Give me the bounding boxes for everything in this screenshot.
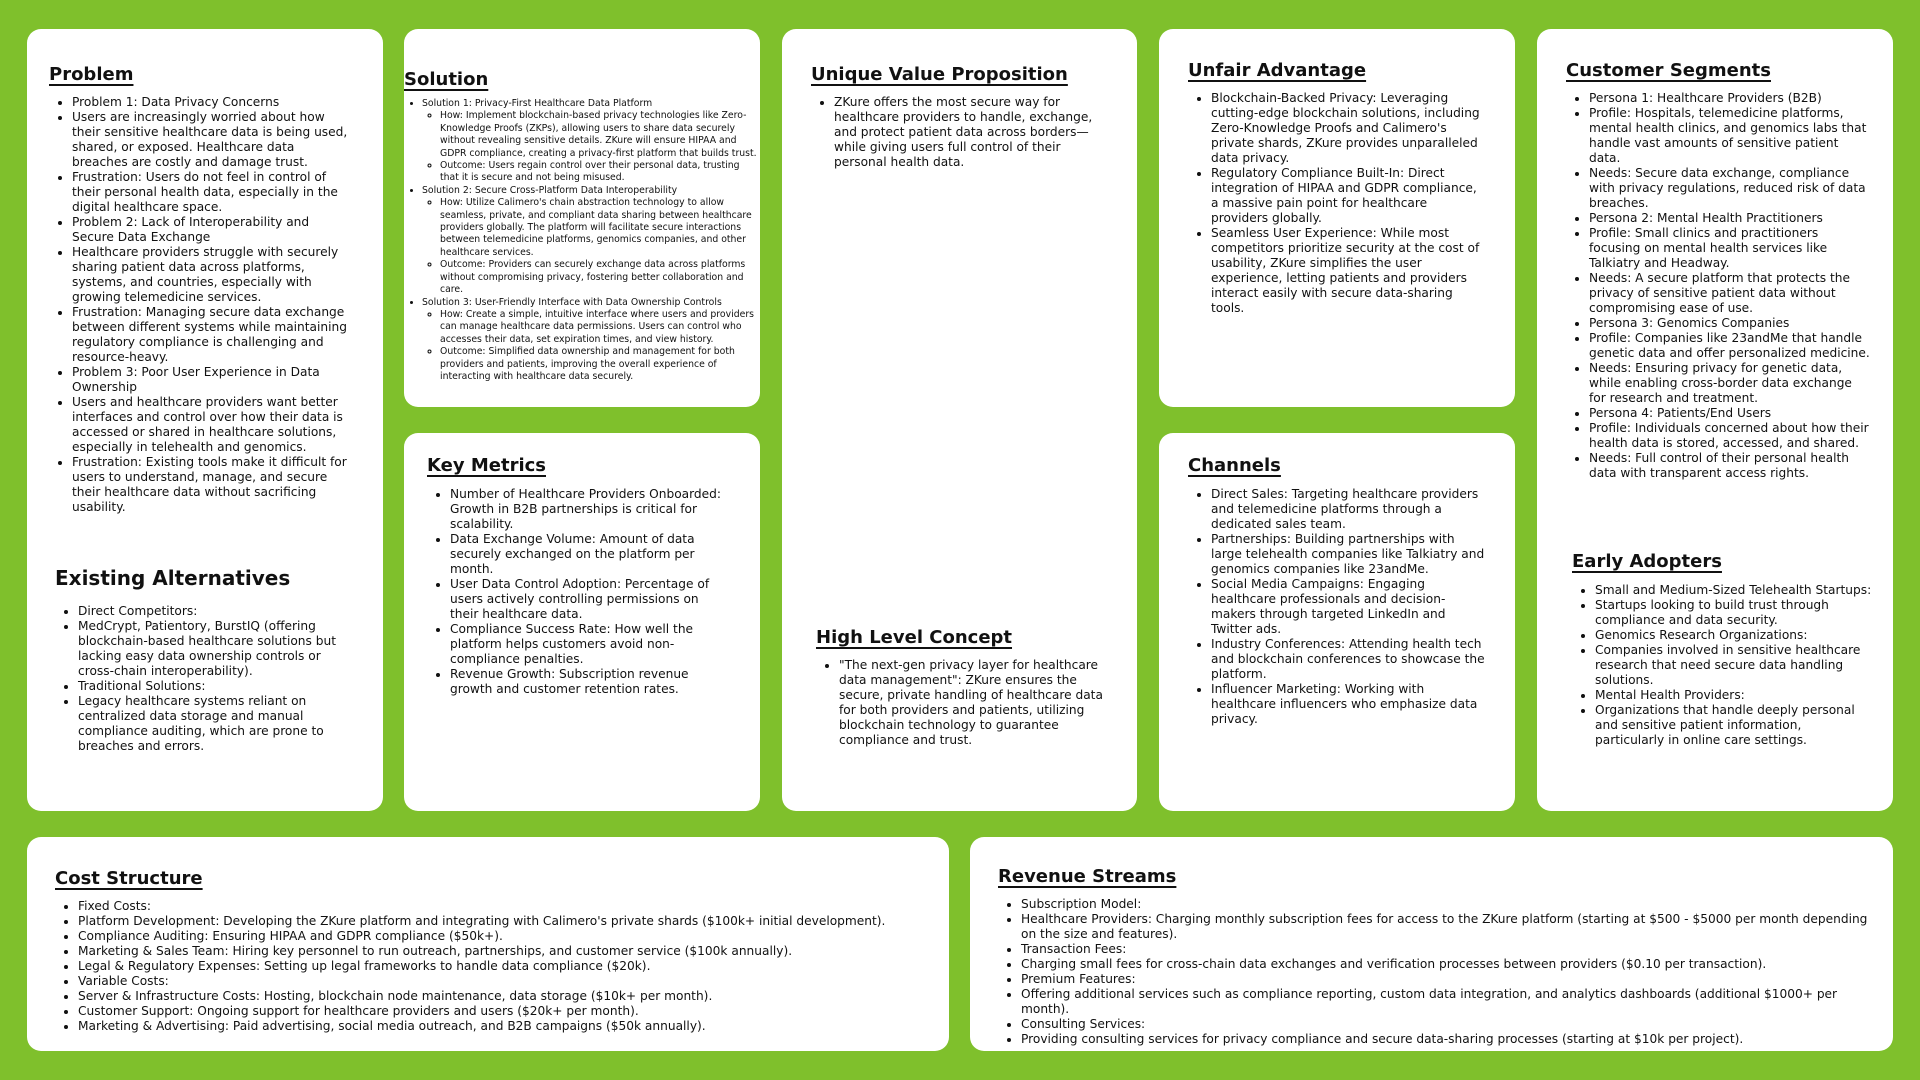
list-item: • User Data Control Adoption: Percentage of users actively controlling permissions on their healthcare data. — [450, 577, 727, 622]
list-item: • Revenue Growth: Subscription revenue growth and customer retention rates. — [450, 667, 727, 697]
list-item: • Profile: Companies like 23andMe that handle genetic data and offer personalized medicine. — [1589, 331, 1871, 361]
list-item: • Influencer Marketing: Working with healthcare influencers who emphasize data privacy. — [1211, 682, 1488, 727]
high-level-concept-list — [816, 658, 1106, 748]
section-solution — [404, 69, 760, 383]
section-problem — [49, 64, 349, 515]
list-item: • Seamless User Experience: While most competitors prioritize security at the cost of usability, ZKure simplifies the user experience, letting patients and providers interact easily with secure data-sharing tools. — [1211, 226, 1488, 316]
list-item: • Legacy healthcare systems reliant on centralized data storage and manual compliance auditing, which are prone to breaches and errors. — [78, 694, 345, 754]
list-item: • Problem 1: Data Privacy Concerns — [72, 95, 349, 110]
solution-title: Solution — [404, 69, 489, 90]
section-high-level-concept — [816, 627, 1106, 748]
list-item: • Traditional Solutions: — [78, 679, 345, 694]
list-item: • Blockchain-Backed Privacy: Leveraging cutting-edge blockchain solutions, including Zero-Knowledge Proofs and Calimero's private shards, ZKure provides unparalleled data privacy. — [1211, 91, 1488, 166]
list-item: • Frustration: Users do not feel in control of their personal health data, especially in the digital healthcare space. — [72, 170, 349, 215]
early-adopters-title: Early Adopters — [1572, 551, 1722, 572]
list-item: • Providing consulting services for privacy compliance and secure data-sharing processes (starting at $10k per project). — [1021, 1032, 1868, 1046]
solution-item — [422, 98, 760, 185]
list-item: • MedCrypt, Patientory, BurstIQ (offering blockchain-based healthcare solutions but lacking easy data ownership controls or cross-chain interoperability). — [78, 619, 345, 679]
customer-segments-title: Customer Segments — [1566, 60, 1771, 81]
solution-sub-item: ◦ Outcome: Simplified data ownership and management for both providers and patients, improving the overall experience of interacting with healthcare data securely. — [440, 346, 760, 383]
existing-alternatives-list — [55, 604, 345, 754]
early-adopters-list — [1572, 583, 1872, 748]
list-item: • Compliance Auditing: Ensuring HIPAA and GDPR compliance ($50k+). — [78, 929, 935, 944]
list-item: • Number of Healthcare Providers Onboarded: Growth in B2B partnerships is critical for scalability. — [450, 487, 727, 532]
list-item: • Organizations that handle deeply personal and sensitive patient information, particularly in online care settings. — [1595, 703, 1872, 748]
list-item: • "The next-gen privacy layer for healthcare data management": ZKure ensures the secure, private handling of healthcare data for both providers and patients, utilizing blockchain technology to guarantee compliance and trust. — [839, 658, 1106, 748]
list-item: • Marketing & Sales Team: Hiring key personnel to run outreach, partnerships, and customer service ($100k annually). — [78, 944, 935, 959]
list-item: • Partnerships: Building partnerships with large telehealth companies like Talkiatry and genomics companies like 23andMe. — [1211, 532, 1488, 577]
list-item: • Direct Sales: Targeting healthcare providers and telemedicine platforms through a dedicated sales team. — [1211, 487, 1488, 532]
list-item: • Persona 4: Patients/End Users — [1589, 406, 1871, 421]
section-key-metrics — [427, 455, 727, 697]
list-item: • Compliance Success Rate: How well the platform helps customers avoid non-compliance penalties. — [450, 622, 727, 667]
list-item: • Direct Competitors: — [78, 604, 345, 619]
list-item: • Customer Support: Ongoing support for healthcare providers and users ($20k+ per month). — [78, 1004, 935, 1019]
list-item: • Premium Features: — [1021, 972, 1868, 987]
list-item: • Needs: A secure platform that protects the privacy of sensitive patient data without compromising ease of use. — [1589, 271, 1871, 316]
list-item: • Users are increasingly worried about how their sensitive healthcare data is being used, shared, or exposed. Healthcare data breaches are costly and damage trust. — [72, 110, 349, 170]
list-item: • Problem 3: Poor User Experience in Data Ownership — [72, 365, 349, 395]
section-uvp — [811, 64, 1101, 170]
solution-list — [404, 98, 760, 383]
section-channels — [1188, 455, 1488, 727]
list-item: • ZKure offers the most secure way for healthcare providers to handle, exchange, and protect patient data across borders—while giving users full control of their personal health data. — [834, 95, 1101, 170]
section-early-adopters — [1572, 551, 1872, 748]
uvp-title: Unique Value Proposition — [811, 64, 1068, 85]
list-item: • Profile: Individuals concerned about how their health data is stored, accessed, and shared. — [1589, 421, 1871, 451]
revenue-streams-title: Revenue Streams — [998, 866, 1177, 887]
list-item: • Problem 2: Lack of Interoperability and Secure Data Exchange — [72, 215, 349, 245]
list-item: • Profile: Small clinics and practitioners focusing on mental health services like Talkiatry and Headway. — [1589, 226, 1871, 271]
list-item: • Platform Development: Developing the ZKure platform and integrating with Calimero's private shards ($100k+ initial development). — [78, 914, 935, 929]
list-item: • Frustration: Managing secure data exchange between different systems while maintaining regulatory compliance is challenging and resource-heavy. — [72, 305, 349, 365]
list-item: • Users and healthcare providers want better interfaces and control over how their data is accessed or shared in healthcare solutions, especially in telehealth and genomics. — [72, 395, 349, 455]
key-metrics-list — [427, 487, 727, 697]
list-item: • Server & Infrastructure Costs: Hosting, blockchain node maintenance, data storage ($10k+ per month). — [78, 989, 935, 1004]
list-item: • Frustration: Existing tools make it difficult for users to understand, manage, and secure their healthcare data without sacrificing usability. — [72, 455, 349, 515]
list-item: • Persona 1: Healthcare Providers (B2B) — [1589, 91, 1871, 106]
section-existing-alternatives — [55, 566, 345, 754]
list-item: • Subscription Model: — [1021, 897, 1868, 912]
list-item: • Startups looking to build trust through compliance and data security. — [1595, 598, 1872, 628]
solution-item — [422, 185, 760, 297]
solution-item — [422, 297, 760, 384]
solution-sub-item: ◦ How: Utilize Calimero's chain abstraction technology to allow seamless, private, and compliant data sharing between healthcare providers globally. The platform will facilitate secure interactions between telemedicine platforms, genomics companies, and other healthcare services. — [440, 197, 760, 259]
cost-structure-list — [55, 899, 935, 1034]
high-level-concept-title: High Level Concept — [816, 627, 1013, 648]
channels-title: Channels — [1188, 455, 1281, 476]
problem-title: Problem — [49, 64, 134, 85]
customer-segments-list — [1566, 91, 1871, 481]
list-item: • Healthcare providers struggle with securely sharing patient data across platforms, systems, and countries, especially with growing telemedicine services. — [72, 245, 349, 305]
cost-structure-title: Cost Structure — [55, 868, 203, 889]
solution-sub-item: ◦ Outcome: Providers can securely exchange data across platforms without compromising privacy, fostering better collaboration and care. — [440, 259, 760, 296]
section-cost-structure — [55, 868, 935, 1034]
list-item: • Needs: Secure data exchange, compliance with privacy regulations, reduced risk of data breaches. — [1589, 166, 1871, 211]
list-item: • Healthcare Providers: Charging monthly subscription fees for access to the ZKure platform (starting at $500 - $5000 per month depending on the size and features). — [1021, 912, 1868, 942]
list-item: • Needs: Ensuring privacy for genetic data, while enabling cross-border data exchange for research and treatment. — [1589, 361, 1871, 406]
solution-item-label: Solution 1: Privacy-First Healthcare Data Platform — [422, 98, 653, 109]
list-item: • Persona 2: Mental Health Practitioners — [1589, 211, 1871, 226]
solution-item-label: Solution 2: Secure Cross-Platform Data Interoperability — [422, 184, 678, 196]
channels-list — [1188, 487, 1488, 727]
unfair-advantage-title: Unfair Advantage — [1188, 60, 1367, 81]
list-item: • Small and Medium-Sized Telehealth Startups: — [1595, 583, 1872, 598]
list-item: • Charging small fees for cross-chain data exchanges and verification processes between providers ($0.10 per transaction). — [1021, 957, 1868, 972]
list-item: • Needs: Full control of their personal health data with transparent access rights. — [1589, 451, 1871, 481]
key-metrics-title: Key Metrics — [427, 455, 546, 476]
solution-sub-item: ◦ How: Implement blockchain-based privacy technologies like Zero-Knowledge Proofs (ZKPs), allowing users to share data securely without revealing sensitive details. ZKure will ensure HIPAA and GDPR compliance, creating a privacy-first platform that builds trust. — [440, 110, 760, 160]
list-item: • Transaction Fees: — [1021, 942, 1868, 957]
section-revenue-streams — [998, 866, 1868, 1046]
solution-sub-list — [422, 309, 760, 383]
list-item: • Consulting Services: — [1021, 1017, 1868, 1032]
list-item: • Social Media Campaigns: Engaging healthcare professionals and decision-makers through targeted LinkedIn and Twitter ads. — [1211, 577, 1488, 637]
section-customer-segments — [1566, 60, 1871, 481]
list-item: • Fixed Costs: — [78, 899, 935, 914]
list-item: • Regulatory Compliance Built-In: Direct integration of HIPAA and GDPR compliance, a massive pain point for healthcare providers globally. — [1211, 166, 1488, 226]
solution-sub-list — [422, 197, 760, 296]
list-item: • Data Exchange Volume: Amount of data securely exchanged on the platform per month. — [450, 532, 727, 577]
list-item: • Legal & Regulatory Expenses: Setting up legal frameworks to handle data compliance ($20k). — [78, 959, 935, 974]
solution-sub-list — [422, 110, 760, 184]
list-item: • Industry Conferences: Attending health tech and blockchain conferences to showcase the platform. — [1211, 637, 1488, 682]
list-item: • Profile: Hospitals, telemedicine platforms, mental health clinics, and genomics labs that handle vast amounts of sensitive patient data. — [1589, 106, 1871, 166]
section-unfair-advantage — [1188, 60, 1488, 316]
list-item: • Companies involved in sensitive healthcare research that need secure data handling solutions. — [1595, 643, 1872, 688]
uvp-list — [811, 95, 1101, 170]
solution-sub-item: ◦ Outcome: Users regain control over their personal data, trusting that it is secure and not being misused. — [440, 160, 760, 185]
list-item: • Variable Costs: — [78, 974, 935, 989]
existing-alternatives-title: Existing Alternatives — [55, 566, 291, 590]
list-item: • Genomics Research Organizations: — [1595, 628, 1872, 643]
revenue-streams-list — [998, 897, 1868, 1046]
list-item: • Persona 3: Genomics Companies — [1589, 316, 1871, 331]
unfair-advantage-list — [1188, 91, 1488, 316]
problem-list — [49, 95, 349, 515]
solution-sub-item: ◦ How: Create a simple, intuitive interface where users and providers can manage healthcare data permissions. Users can control who accesses their data, set expiration times, and view history. — [440, 309, 760, 346]
list-item: • Offering additional services such as compliance reporting, custom data integration, and analytics dashboards (additional $1000+ per month). — [1021, 987, 1868, 1017]
solution-item-label: Solution 3: User-Friendly Interface with Data Ownership Controls — [422, 296, 722, 308]
list-item: • Marketing & Advertising: Paid advertising, social media outreach, and B2B campaigns ($50k annually). — [78, 1019, 935, 1034]
list-item: • Mental Health Providers: — [1595, 688, 1872, 703]
